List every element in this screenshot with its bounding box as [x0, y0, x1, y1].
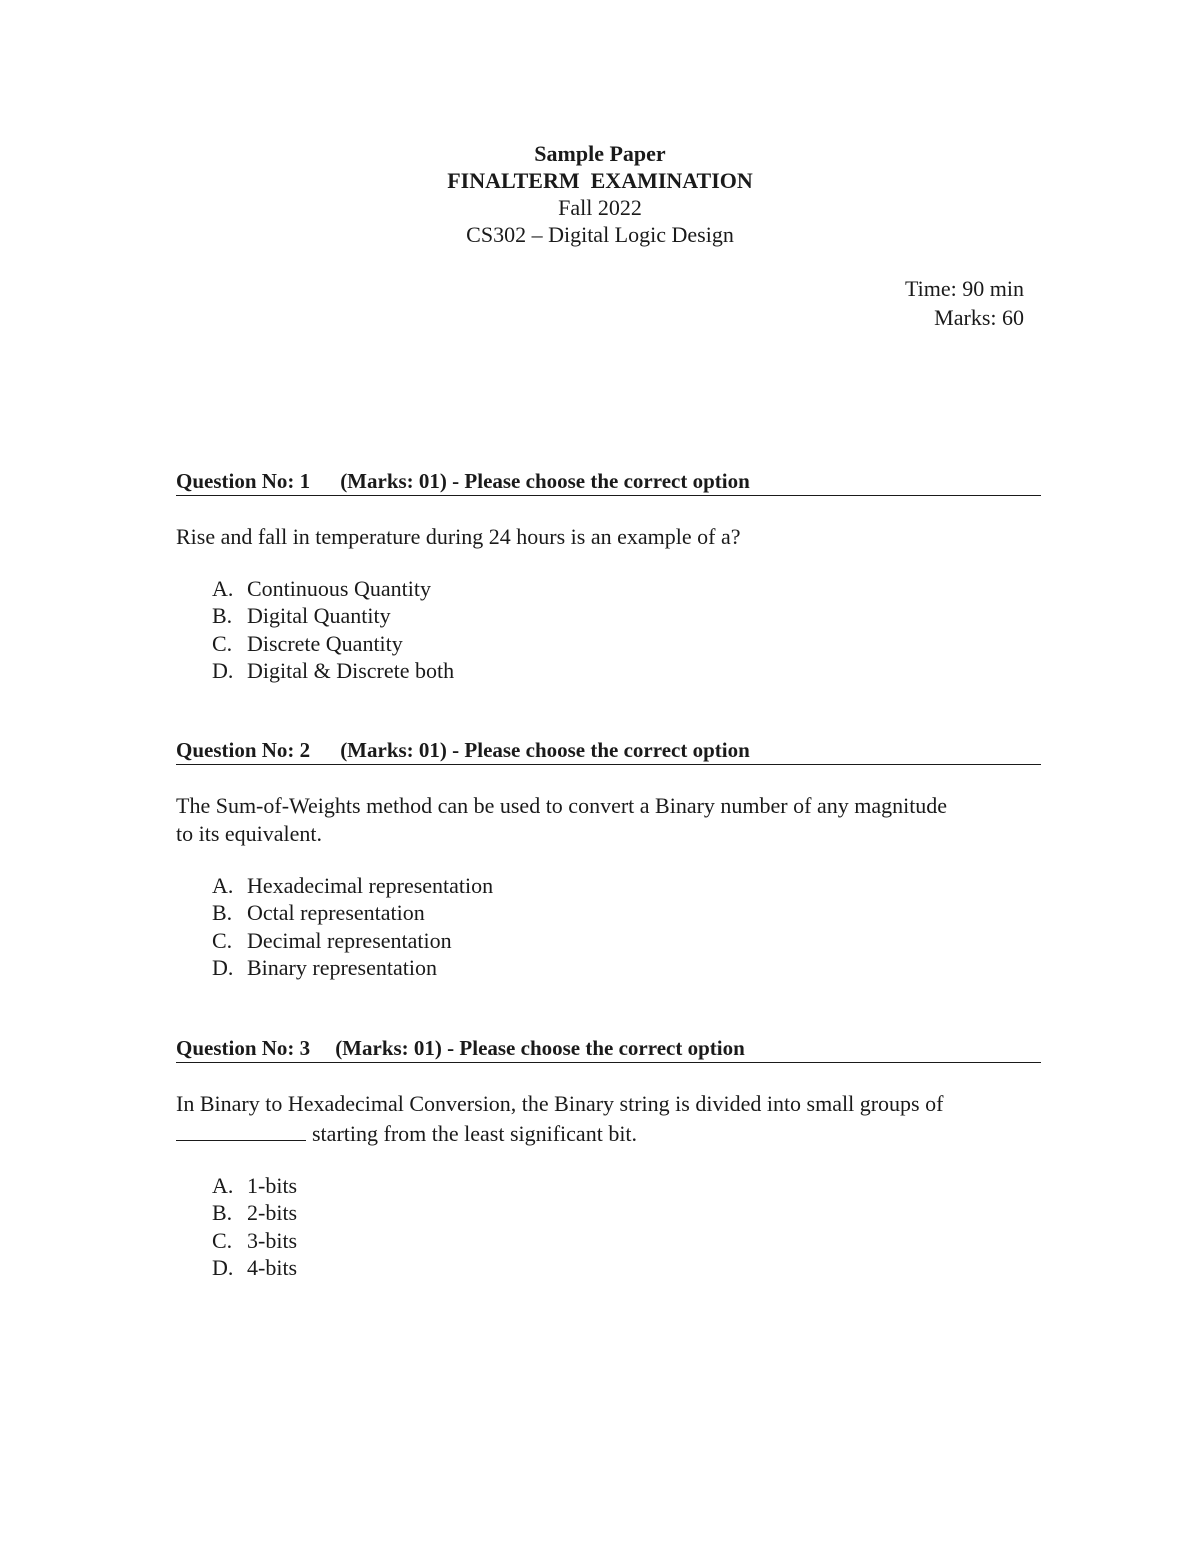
option-letter: D.	[212, 1254, 234, 1280]
option-text: Digital Quantity	[247, 603, 391, 629]
option-a[interactable]	[212, 1172, 1041, 1199]
options-list	[176, 1172, 1041, 1281]
option-text: Binary representation	[247, 954, 437, 980]
question-text-line: to its equivalent.	[176, 821, 323, 846]
question-text-line-2	[176, 1118, 1016, 1148]
option-b[interactable]	[212, 899, 1041, 926]
options-list	[176, 872, 1041, 981]
option-letter: B.	[212, 900, 233, 926]
option-letter: B.	[212, 603, 233, 629]
question-number: Question No: 2	[176, 738, 311, 762]
question-instruction: (Marks: 01) - Please choose the correct option	[335, 1036, 745, 1060]
exam-header	[0, 140, 1200, 248]
option-c[interactable]	[212, 630, 1041, 657]
fill-in-blank[interactable]	[176, 1118, 306, 1141]
option-letter: B.	[212, 1200, 233, 1226]
course-title: CS302 – Digital Logic Design	[466, 222, 734, 247]
question-heading	[176, 1035, 1041, 1063]
time-limit: Time: 90 min	[905, 276, 1024, 301]
question-number: Question No: 3	[176, 1036, 311, 1060]
option-text: Octal representation	[247, 900, 425, 926]
question-text	[176, 1090, 1016, 1148]
exam-title: FINALTERM EXAMINATION	[447, 168, 753, 193]
total-marks: Marks: 60	[934, 305, 1024, 330]
question-1	[176, 468, 1041, 684]
option-letter: C.	[212, 927, 233, 953]
option-text: Continuous Quantity	[247, 576, 431, 601]
option-text: 2-bits	[247, 1200, 298, 1226]
question-2	[176, 737, 1041, 981]
option-d[interactable]	[212, 657, 1041, 684]
option-b[interactable]	[212, 1199, 1041, 1226]
question-instruction: (Marks: 01) - Please choose the correct option	[340, 469, 750, 493]
question-text-tail: starting from the least significant bit.	[312, 1121, 638, 1146]
option-b[interactable]	[212, 602, 1041, 629]
option-c[interactable]	[212, 1227, 1041, 1254]
question-number: Question No: 1	[176, 469, 311, 493]
option-text: Discrete Quantity	[247, 630, 403, 656]
question-text-line: The Sum-of-Weights method can be used to convert a Binary number of any magnitude	[176, 793, 948, 818]
options-list	[176, 575, 1041, 684]
question-text-line: In Binary to Hexadecimal Conversion, the Binary string is divided into small groups of	[176, 1091, 944, 1116]
option-d[interactable]	[212, 954, 1041, 981]
option-letter: A.	[212, 1173, 234, 1198]
option-c[interactable]	[212, 927, 1041, 954]
option-text: 1-bits	[247, 1173, 298, 1198]
exam-term: Fall 2022	[558, 195, 642, 220]
option-a[interactable]	[212, 575, 1041, 602]
question-text: Rise and fall in temperature during 24 hours is an example of a?	[176, 524, 741, 549]
option-text: Digital & Discrete both	[247, 657, 455, 683]
paper-label: Sample Paper	[534, 141, 666, 166]
option-text: Hexadecimal representation	[247, 873, 494, 898]
question-text	[176, 792, 1016, 848]
question-3	[176, 1035, 1041, 1281]
option-letter: A.	[212, 873, 234, 898]
option-letter: A.	[212, 576, 234, 601]
option-a[interactable]	[212, 872, 1041, 899]
option-letter: C.	[212, 630, 233, 656]
option-text: Decimal representation	[247, 927, 452, 953]
option-d[interactable]	[212, 1254, 1041, 1281]
option-letter: C.	[212, 1227, 233, 1253]
question-instruction: (Marks: 01) - Please choose the correct option	[340, 738, 750, 762]
option-letter: D.	[212, 657, 234, 683]
question-heading	[176, 737, 1041, 765]
option-text: 3-bits	[247, 1227, 298, 1253]
option-text: 4-bits	[247, 1254, 298, 1280]
question-heading	[176, 468, 1041, 496]
option-letter: D.	[212, 954, 234, 980]
exam-meta	[905, 274, 1024, 332]
